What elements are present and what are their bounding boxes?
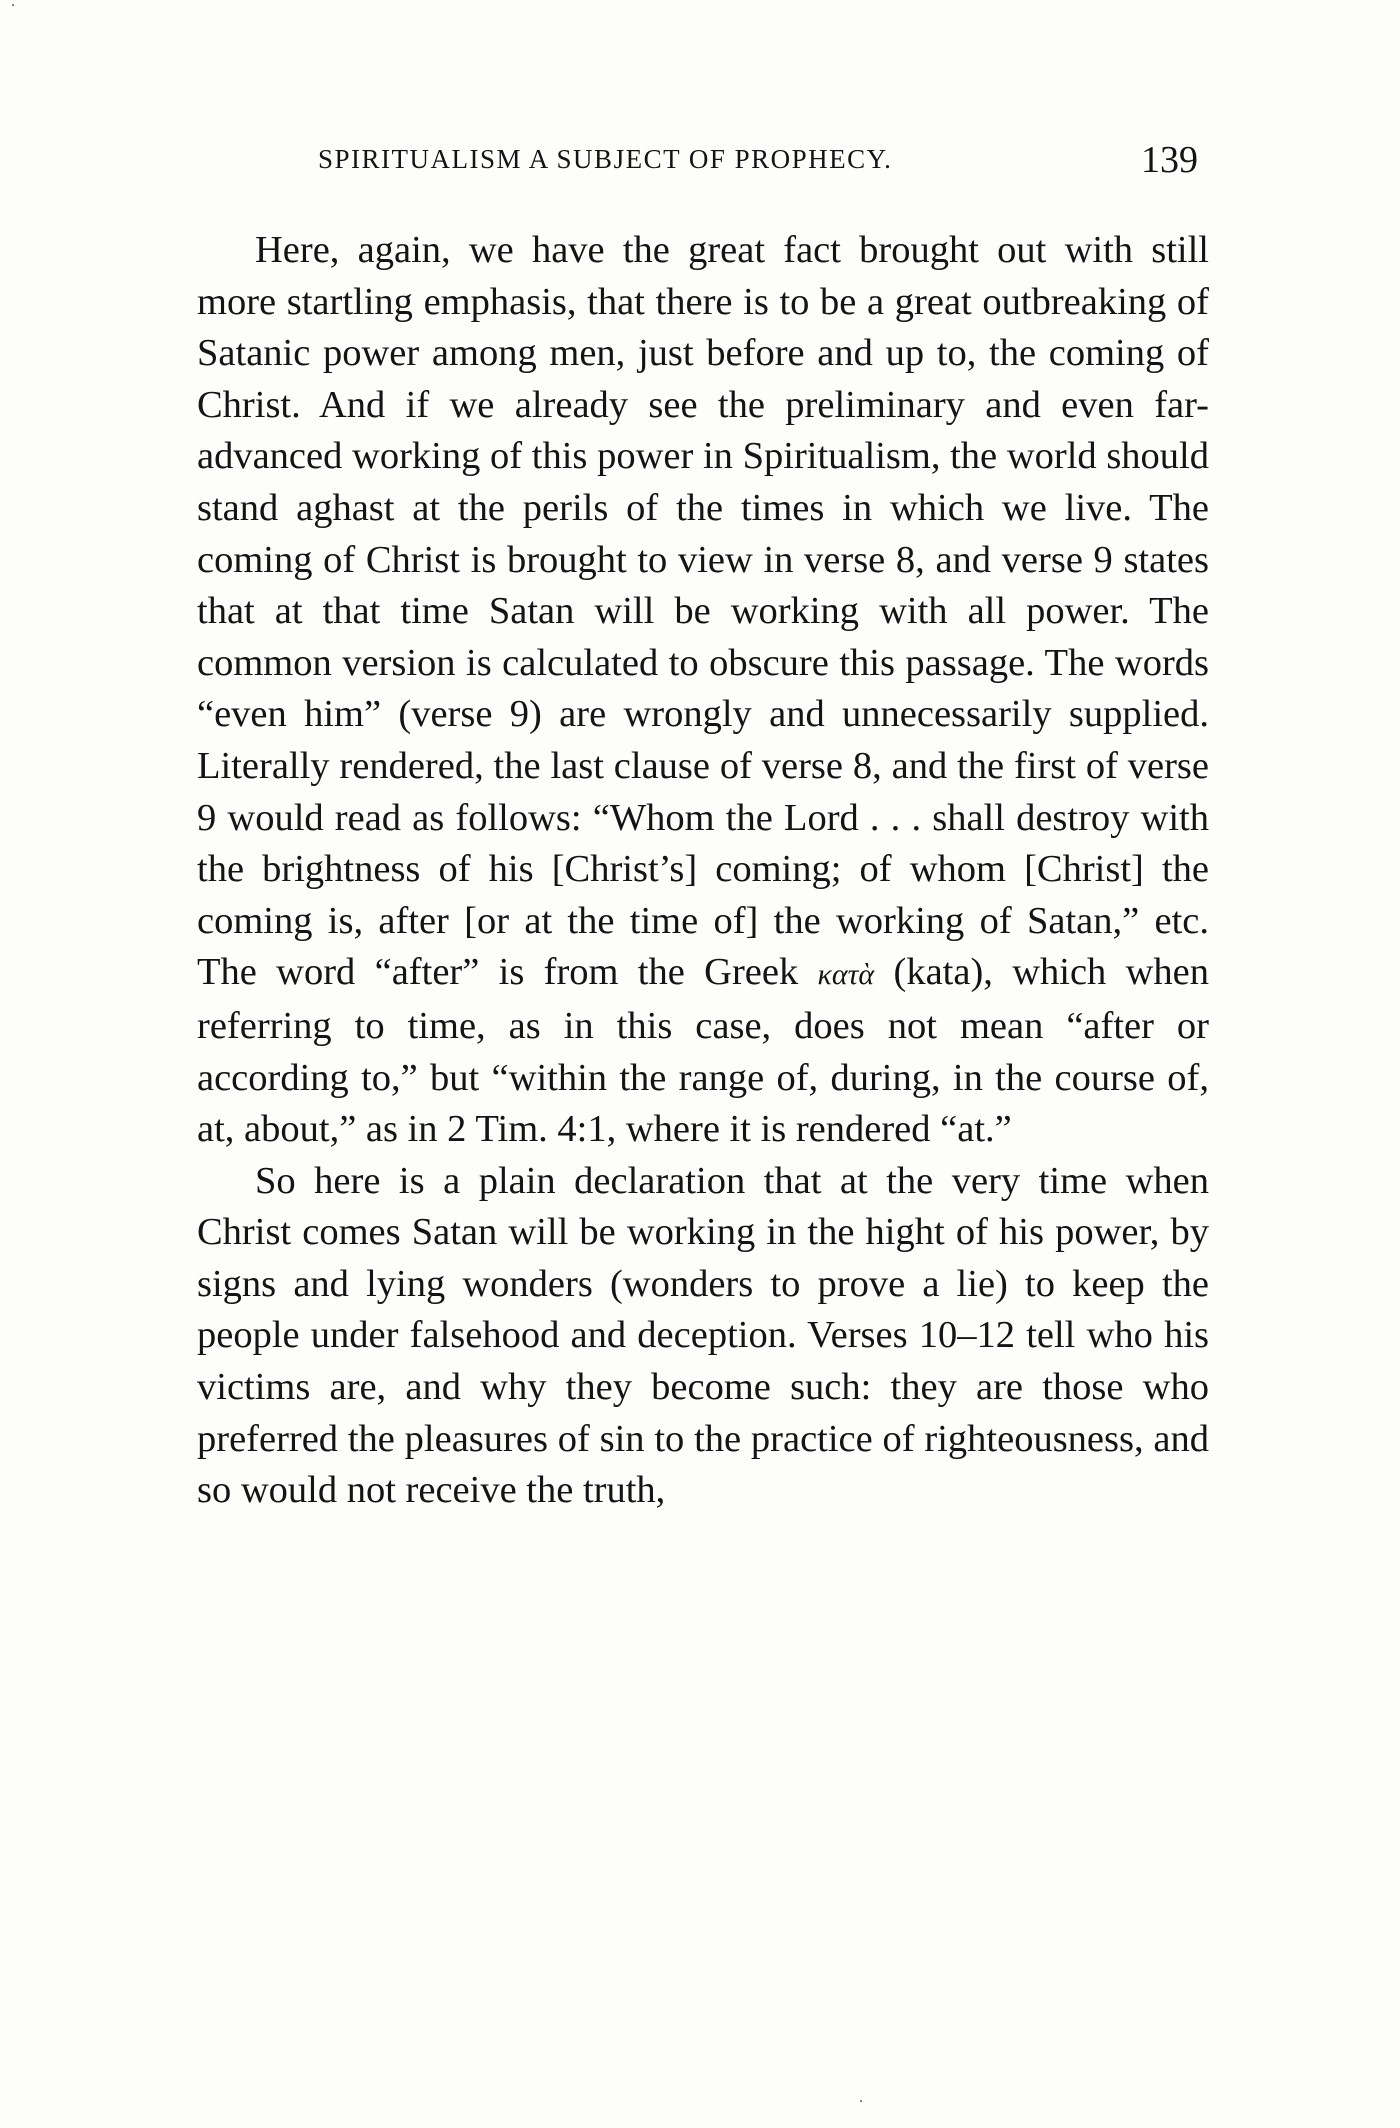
- running-head: SPIRITUALISM A SUBJECT OF PROPHECY.: [318, 144, 893, 174]
- scan-speck: [12, 4, 14, 6]
- paragraph: [197, 225, 1209, 1156]
- body-text: [197, 225, 1209, 1517]
- page-header: [318, 138, 1198, 182]
- page-number: 139: [1141, 139, 1198, 181]
- paragraph-text: Here, again, we have the great fact brought out with still more startling emphasis, that there is to be a great outbreaking of Satanic power among men, just before and up to, the coming of Christ. And if we already see the preliminary and even far-advanced working of this power in Spiritualism, the world should stand aghast at the perils of the times in which we live. The coming of Christ is brought to view in verse 8, and verse 9 states that at that time Satan will be working with all power. The common version is calculated to obscure this passage. The words “even him” (verse 9) are wrongly and unnecessarily supplied. Literally rendered, the last clause of verse 8, and the first of verse 9 would read as follows: “Whom the Lord . . . shall destroy with the brightness of his [Christ’s] coming; of whom [Christ] the coming is, after [or at the time of] the working of Satan,” etc. The word “after” is from the Greek: [197, 229, 1209, 994]
- paragraph-text: (kata), which when referring to time, as in this case, does not mean “after or according to,” but “within the range of, during, in the course of, at, about,” as in 2 Tim. 4:1, where it is rendered “at.”: [197, 951, 1210, 1151]
- scan-speck: [860, 2100, 862, 2102]
- paragraph: So here is a plain declaration that at the very time when Christ comes Satan will be working in the hight of his power, by signs and lying wonders (wonders to prove a lie) to keep the people under falsehood and deception. Verses 10–12 tell who his victims are, and why they become such: they are those who preferred the pleasures of sin to the practice of righteousness, and so would not receive the truth,: [197, 1159, 1209, 1512]
- greek-word: κατὰ: [817, 958, 875, 992]
